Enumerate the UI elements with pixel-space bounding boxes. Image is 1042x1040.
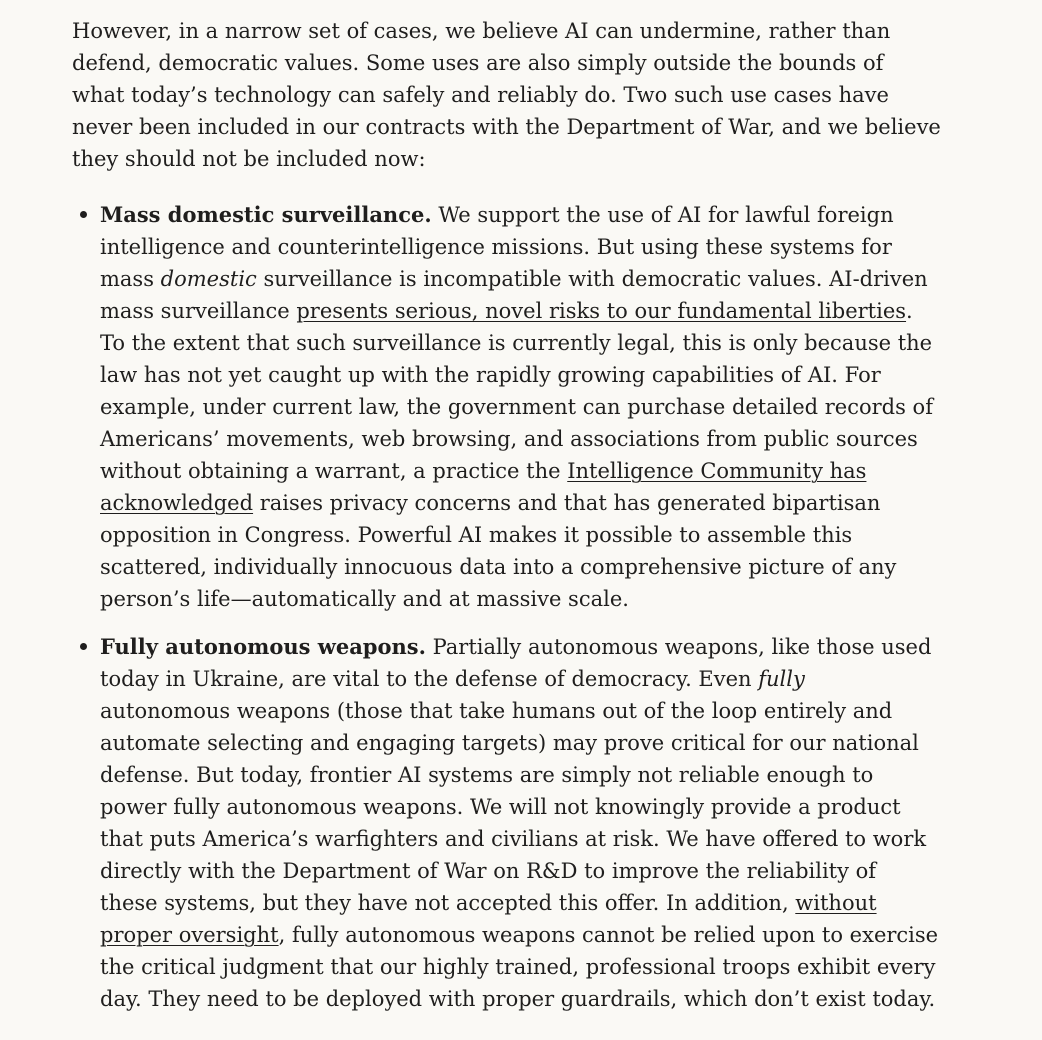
link-intelligence-community[interactable]: Intelligence Community has acknowledged	[100, 459, 867, 515]
article-body	[72, 15, 952, 1031]
emphasis-text: fully	[758, 667, 805, 691]
bullet-mass-surveillance	[72, 199, 940, 615]
bullet-text: We support the use of AI for lawful foreign intelligence and counterintelligence missions. But using these systems for mass	[100, 203, 894, 291]
bullet-text: Partially autonomous weapons, like those used today in Ukraine, are vital to the defense of democracy. Even	[100, 635, 932, 691]
link-proper-oversight[interactable]: without proper oversight	[100, 891, 877, 947]
bullet-text: raises privacy concerns and that has generated bipartisan opposition in Congress. Powerful AI makes it possible to assemble this scattered, individually innocuous data into a comprehensive picture of any person’s life—automatically and at massive scale.	[100, 491, 897, 611]
emphasis-text: domestic	[160, 267, 257, 291]
bullet-lead: Fully autonomous weapons.	[100, 634, 426, 659]
bullet-text: , fully autonomous weapons cannot be relied upon to exercise the critical judgment that our highly trained, professional troops exhibit every day. They need to be deployed with proper guardrails, which don’t exist today.	[100, 923, 939, 1011]
bullet-dot-icon	[80, 643, 87, 650]
bullet-dot-icon	[80, 211, 87, 218]
bullet-text: . To the extent that such surveillance is currently legal, this is only because the law has not yet caught up with the rapidly growing capabilities of AI. For example, under current law, the government can purchase detailed records of Americans’ movements, web browsing, and associations from public sources without obtaining a warrant, a practice the	[100, 299, 933, 483]
link-novel-risks[interactable]: presents serious, novel risks to our fundamental liberties	[296, 299, 907, 323]
intro-paragraph: However, in a narrow set of cases, we believe AI can undermine, rather than defend, democratic values. Some uses are also simply outside the bounds of what today’s technology can safely and reliably do. Two such use cases have never been included in our contracts with the Department of War, and we believe they should not be included now:	[72, 19, 941, 171]
bullet-text: surveillance is incompatible with democratic values. AI-driven mass surveillance	[100, 267, 928, 323]
bullet-text: autonomous weapons (those that take humans out of the loop entirely and automate selecting and engaging targets) may prove critical for our national defense. But today, frontier AI systems are simply not reliable enough to power fully autonomous weapons. We will not knowingly provide a product that puts America’s warfighters and civilians at risk. We have offered to work directly with the Department of War on R&D to improve the reliability of these systems, but they have not accepted this offer. In addition,	[100, 699, 927, 915]
bullet-lead: Mass domestic surveillance.	[100, 202, 432, 227]
bullet-autonomous-weapons	[72, 631, 940, 1015]
bullet-list	[72, 199, 952, 1015]
